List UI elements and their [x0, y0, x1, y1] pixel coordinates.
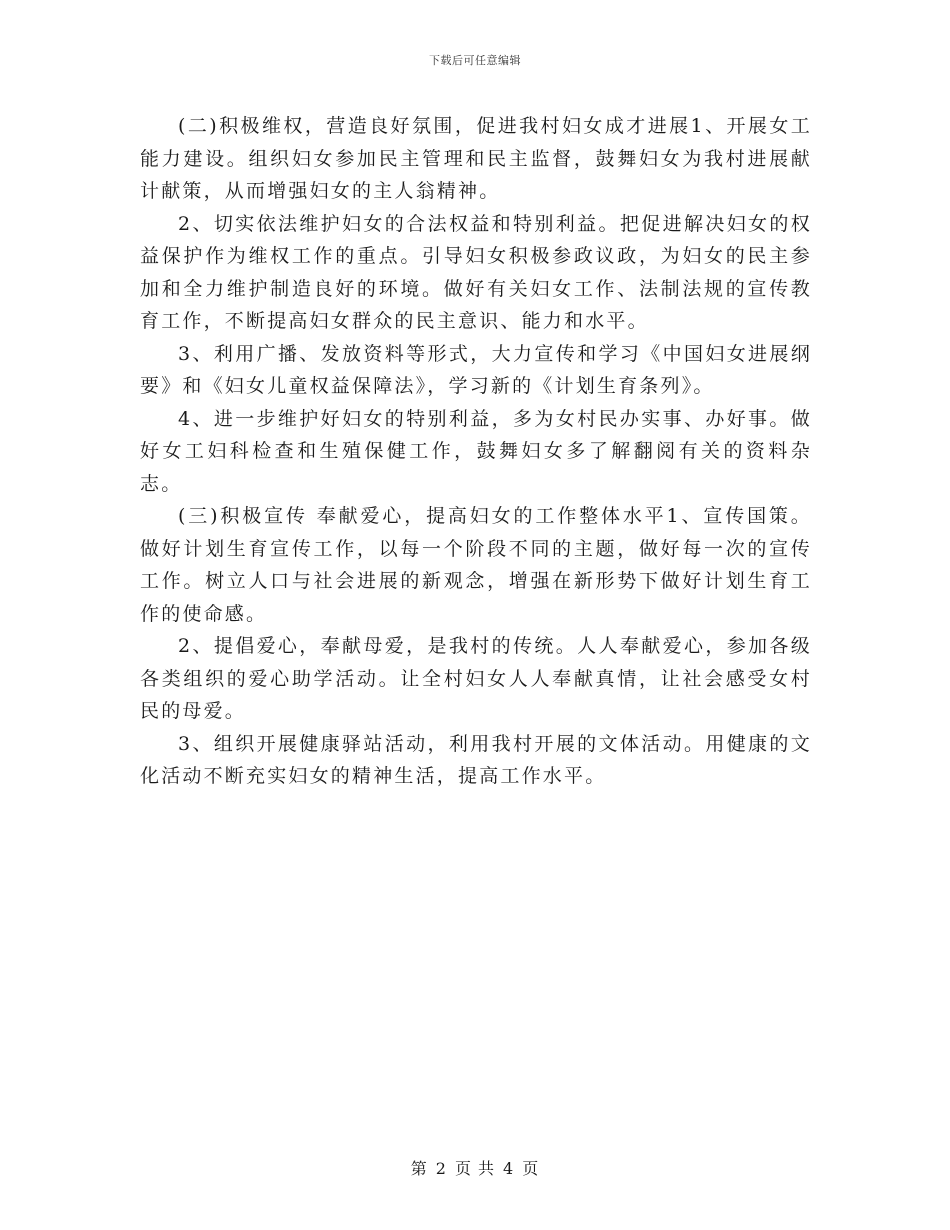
paragraph: (三)积极宣传 奉献爱心，提高妇女的工作整体水平1、宣传国策。做好计划生育宣传工作，以每一个阶段不同的主题，做好每一次的宣传工作。树立人口与社会进展的新观念，增强在新形势下做好计划生育工作的使命感。: [140, 505, 812, 625]
page-footer: [0, 1156, 950, 1179]
paragraph: 3、组织开展健康驿站活动，利用我村开展的文体活动。用健康的文化活动不断充实妇女的精神生活，提高工作水平。: [140, 732, 812, 787]
paragraph: 2、提倡爱心，奉献母爱，是我村的传统。人人奉献爱心，参加各级各类组织的爱心助学活动。让全村妇女人人奉献真情，让社会感受女村民的母爱。: [140, 635, 812, 722]
footer-prefix: 第: [410, 1159, 428, 1178]
paragraph: 3、利用广播、发放资料等形式，大力宣传和学习《中国妇女进展纲要》和《妇女儿童权益保障法》，学习新的《计划生育条列》。: [140, 342, 812, 397]
page-header: 下载后可任意编辑: [429, 54, 521, 67]
total-pages-number: 4: [503, 1159, 515, 1178]
current-page-number: 2: [435, 1159, 447, 1178]
footer-suffix: 页: [522, 1159, 540, 1178]
document-body: [140, 110, 812, 793]
paragraph: 4、进一步维护好妇女的特别利益，多为女村民办实事、办好事。做好女工妇科检查和生殖保健工作，鼓舞妇女多了解翻阅有关的资料杂志。: [140, 407, 812, 495]
footer-middle: 页 共: [454, 1159, 496, 1178]
paragraph: 2、切实依法维护妇女的合法权益和特别利益。把促进解决妇女的权益保护作为维权工作的重点。引导妇女积极参政议政，为妇女的民主参加和全力维护制造良好的环境。做好有关妇女工作、法制法规的宣传教育工作，不断提高妇女群众的民主意识、能力和水平。: [140, 212, 812, 332]
paragraph: (二)积极维权，营造良好氛围，促进我村妇女成才进展1、开展女工能力建设。组织妇女参加民主管理和民主监督，鼓舞妇女为我村进展献计献策，从而增强妇女的主人翁精神。: [140, 115, 812, 202]
